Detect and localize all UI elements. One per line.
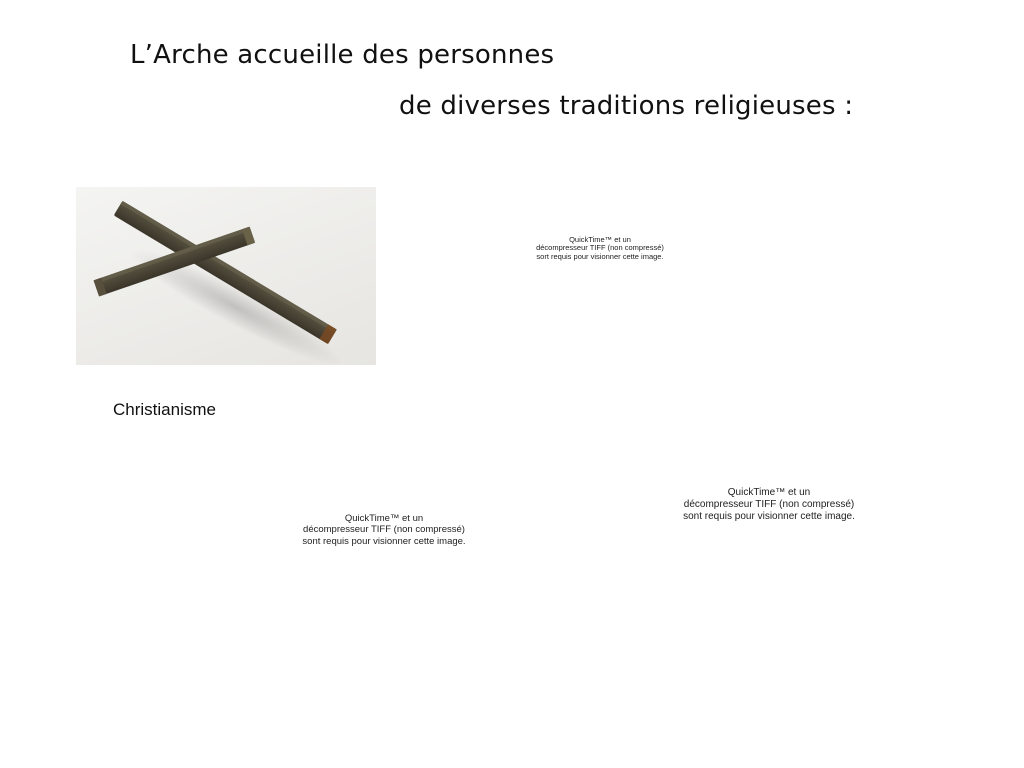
- placeholder-line: QuickTime™ et un: [344, 513, 424, 524]
- cross-photo: [76, 187, 376, 365]
- placeholder-line: sont requis pour visionner cette image.: [683, 511, 855, 522]
- slide-title-line-2: de diverses traditions religieuses :: [399, 91, 854, 121]
- placeholder-line: sont requis pour visionner cette image.: [302, 535, 466, 547]
- placeholder-line: décompresseur TIFF (non compressé): [303, 524, 465, 536]
- quicktime-placeholder: [530, 236, 670, 261]
- placeholder-line: QuickTime™ et un: [569, 235, 631, 244]
- placeholder-line: sort requis pour visionner cette image.: [536, 251, 664, 261]
- quicktime-placeholder: [293, 513, 475, 547]
- quicktime-placeholder: [674, 487, 864, 523]
- slide-title-line-1: L’Arche accueille des personnes: [130, 40, 555, 70]
- placeholder-line: QuickTime™ et un: [727, 487, 811, 498]
- placeholder-line: décompresseur TIFF (non compressé): [683, 499, 855, 510]
- placeholder-line: décompresseur TIFF (non compressé): [536, 243, 664, 253]
- cross-icon: [76, 187, 376, 365]
- image-caption: Christianisme: [113, 400, 216, 419]
